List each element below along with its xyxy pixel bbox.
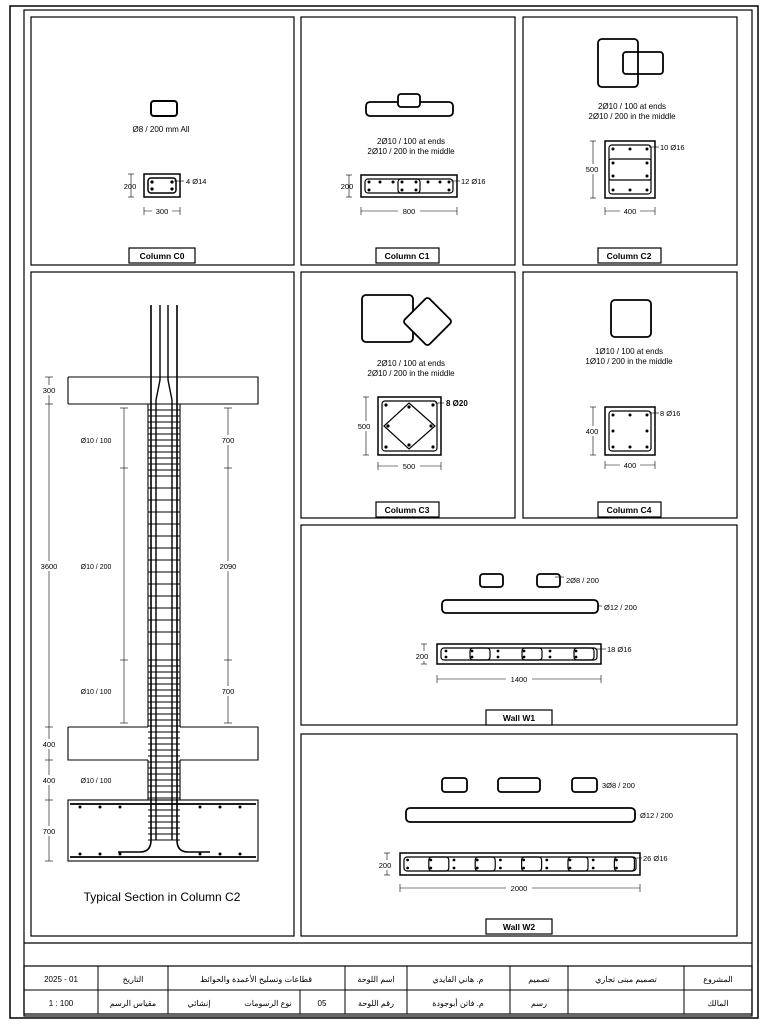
drafter-value: م. فاتن أبوجودة (432, 999, 484, 1008)
panel-title: Column C3 (384, 505, 430, 515)
date-value: 2025 - 01 (44, 975, 78, 984)
rebar-dot (615, 867, 618, 870)
stirrup-in-section (148, 178, 176, 193)
bars-label: 12 Ø16 (461, 177, 486, 186)
drawing-type-label: نوع الرسومات (244, 999, 292, 1008)
bars-label: 4 Ø14 (186, 177, 207, 186)
dim-height: 200 (123, 182, 137, 191)
long-bar-label: Ø12 / 200 (604, 603, 637, 612)
dim-label: 400 (42, 776, 56, 785)
stirrup-medium (498, 778, 540, 792)
sheet-no-label: رقم اللوحة (358, 999, 394, 1008)
date-label: التاريخ (122, 975, 144, 984)
longitudinal-bar (442, 600, 598, 613)
link-stirrup (522, 648, 542, 660)
scale-label: مقياس الرسم (109, 999, 157, 1008)
dim-width: 2000 (510, 884, 528, 893)
rebar-dot (429, 867, 432, 870)
column-section (361, 175, 457, 197)
dim-height: 400 (585, 427, 599, 436)
wall-section (400, 853, 640, 875)
rebar-dot (522, 859, 525, 862)
rebar-dot (545, 859, 548, 862)
rebar-dot (615, 859, 618, 862)
note-ends: 2Ø10 / 100 at ends (597, 102, 667, 111)
dim-width: 800 (402, 207, 416, 216)
project-label: المشروع (703, 975, 733, 984)
dim-width: 500 (402, 462, 416, 471)
rebar-dot (499, 859, 502, 862)
stirrup-square (611, 300, 651, 337)
link-stirrup (574, 648, 594, 660)
column-stirrups (148, 404, 180, 840)
owner-label: المالك (707, 999, 729, 1008)
dim-label: 700 (42, 827, 56, 836)
note-ends: 1Ø10 / 100 at ends (594, 347, 664, 356)
stirrup-label: Ø10 / 200 (80, 564, 112, 571)
designer-value: م. هاني الفايدي (432, 975, 484, 984)
stirrup-small (572, 778, 597, 792)
dim-label: 700 (221, 436, 235, 445)
section-title: Typical Section in Column C2 (83, 890, 241, 904)
stirrup-small (398, 94, 420, 107)
bars-label: 10 Ø16 (660, 143, 685, 152)
sheet-name-label: اسم اللوحة (357, 975, 395, 984)
sheet-no-value: 05 (317, 999, 327, 1008)
dim-height: 200 (415, 652, 429, 661)
dim-label: 300 (42, 386, 56, 395)
stirrup-small (480, 574, 503, 587)
bars-label: 8 Ø16 (660, 409, 681, 418)
rebar-dot (453, 867, 456, 870)
design-label: تصميم (528, 975, 550, 984)
rebar-group (445, 648, 594, 660)
drawn-label: رسم (531, 999, 547, 1008)
dim-height: 200 (378, 861, 392, 870)
title-block (24, 943, 752, 1014)
panel-column-c3 (301, 272, 515, 518)
rebar-dot (497, 650, 500, 653)
rebar-dot (429, 859, 432, 862)
rebar-dot (575, 650, 578, 653)
rebar-dot (476, 867, 479, 870)
rebar-dot (549, 656, 552, 659)
rebar-dot (522, 867, 525, 870)
bars-label: 18 Ø16 (607, 645, 632, 654)
panel-title: Column C0 (139, 251, 185, 261)
rebar-dot (569, 867, 572, 870)
stirrup-label: Ø10 / 100 (80, 438, 112, 445)
dim-height: 500 (585, 165, 599, 174)
dim-label: 2090 (219, 562, 237, 571)
dim-width: 1400 (510, 675, 528, 684)
panel-wall-w2 (301, 734, 737, 936)
bars-label: 26 Ø16 (643, 854, 668, 863)
rebar-dot (569, 859, 572, 862)
note-ends: 2Ø10 / 100 at ends (376, 359, 446, 368)
note-middle: 2Ø10 / 200 in the middle (588, 112, 676, 121)
bars-label: 8 Ø20 (446, 399, 468, 408)
stirrup-inner (623, 52, 663, 74)
dim-label: 700 (221, 687, 235, 696)
note-ends: 2Ø10 / 100 at ends (376, 137, 446, 146)
longitudinal-bar (406, 808, 635, 822)
stirrup-shape (151, 101, 177, 116)
scale-value: 1 : 100 (48, 999, 74, 1008)
link-stirrup (470, 648, 490, 660)
panel-wall-w1 (301, 525, 737, 725)
dim-width: 300 (155, 207, 169, 216)
stirrup-diamond (403, 297, 452, 346)
rebar-dot (471, 656, 474, 659)
rebar-dot (453, 859, 456, 862)
stirrup-label: Ø10 / 100 (80, 778, 112, 785)
panel-title: Wall W2 (502, 922, 536, 932)
rebar-dot (471, 650, 474, 653)
stirrup-small (442, 778, 467, 792)
rebar-dot (592, 859, 595, 862)
dim-height: 500 (357, 422, 371, 431)
dim-width: 400 (623, 461, 637, 470)
rebar-dot (497, 656, 500, 659)
panel-title: Column C1 (384, 251, 430, 261)
sheet-name-value: قطاعات وتسليح الأعمدة والحوائط (199, 975, 313, 984)
stirrup-small (537, 574, 560, 587)
long-bar-label: Ø12 / 200 (640, 811, 673, 820)
panel-typical-section (31, 272, 294, 936)
note-middle: 2Ø10 / 200 in the middle (367, 147, 455, 156)
panel-title: Column C4 (606, 505, 652, 515)
drawing-type-value: إنشائي (187, 999, 211, 1008)
note-middle: 2Ø10 / 200 in the middle (367, 369, 455, 378)
rebar-dot (575, 656, 578, 659)
panel-column-c0 (31, 17, 294, 265)
rebar-dot (523, 650, 526, 653)
stirrup-note: Ø8 / 200 mm All (132, 125, 190, 134)
panel-column-c2 (523, 17, 737, 265)
dim-label: 400 (42, 740, 56, 749)
panel-column-c4 (523, 272, 737, 518)
rebar-dot (499, 867, 502, 870)
rebar-dot (549, 650, 552, 653)
panel-title: Wall W1 (502, 713, 536, 723)
panel-title: Column C2 (606, 251, 652, 261)
rebar-group (406, 857, 634, 871)
rebar-dot (592, 867, 595, 870)
dim-width: 400 (623, 207, 637, 216)
panel-column-c1 (301, 17, 515, 265)
stirrups-label: 2Ø8 / 200 (566, 576, 599, 585)
stirrups-label: 3Ø8 / 200 (602, 781, 635, 790)
rebar-dot (406, 859, 409, 862)
note-middle: 1Ø10 / 200 in the middle (585, 357, 673, 366)
stirrup-outer (598, 39, 638, 87)
rebar-dot (523, 656, 526, 659)
rebar-dot (445, 656, 448, 659)
dim-label: 3600 (40, 562, 58, 571)
rebar-dot (476, 859, 479, 862)
project-value: تصميم مبنى تجاري (595, 975, 657, 984)
stirrup-label: Ø10 / 100 (80, 689, 112, 696)
rebar-dots (368, 181, 451, 192)
rebar-dot (545, 867, 548, 870)
rebar-dot (445, 650, 448, 653)
rebar-dot (406, 867, 409, 870)
dim-height: 200 (340, 182, 354, 191)
stirrup-labels (76, 435, 116, 785)
wall-section (437, 644, 601, 664)
